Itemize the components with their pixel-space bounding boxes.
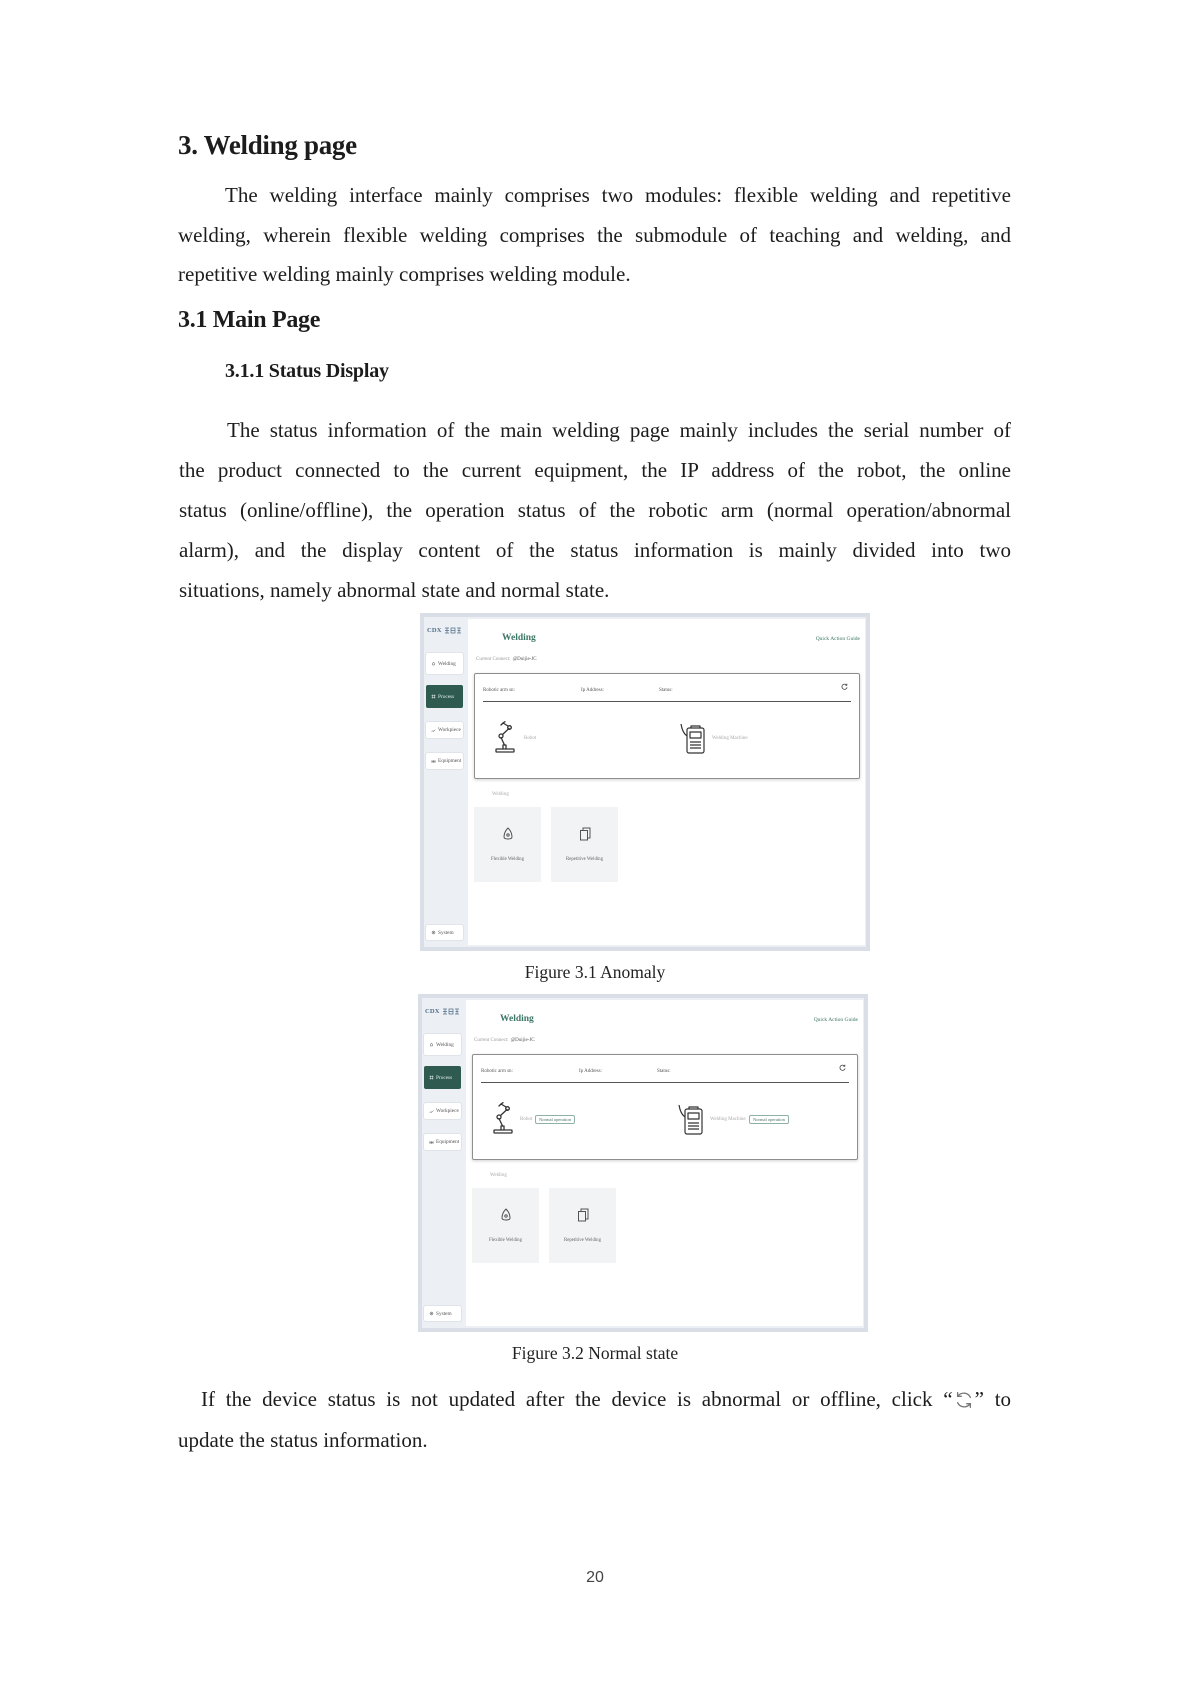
header-divider bbox=[481, 1082, 849, 1083]
section-label: Welding bbox=[492, 792, 509, 797]
flexible-welding-tile[interactable] bbox=[474, 807, 541, 882]
repetitive-welding-icon bbox=[579, 827, 591, 841]
status-text-line: The status information of the main welding page mainly includes the serial number of bbox=[227, 418, 1011, 442]
header-divider bbox=[483, 701, 851, 702]
figure-normal-state-screenshot bbox=[418, 994, 868, 1332]
welding-machine-status-badge: Normal operation bbox=[749, 1115, 789, 1124]
note-line bbox=[201, 1386, 1011, 1412]
tile-label: Flexible Welding bbox=[491, 857, 524, 862]
nav-item-workpiece[interactable] bbox=[424, 1103, 461, 1119]
screen-title: Welding bbox=[502, 633, 536, 643]
status-card bbox=[474, 673, 860, 779]
current-connection bbox=[474, 1038, 535, 1043]
nav-label: System bbox=[438, 929, 454, 936]
subsection-title: 3.1.1 Status Display bbox=[225, 360, 389, 382]
screen-title: Welding bbox=[500, 1014, 534, 1024]
refresh-icon[interactable] bbox=[839, 1064, 846, 1071]
nav-item-process[interactable] bbox=[426, 685, 463, 708]
status-text-line: the product connected to the current equipment, the IP address of the robot, the online bbox=[179, 458, 1011, 482]
intro-line: repetitive welding mainly comprises welding module. bbox=[178, 262, 631, 286]
workpiece-icon bbox=[431, 728, 436, 733]
serial-header: Robotic arm sn: bbox=[483, 688, 515, 693]
status-header: Status: bbox=[659, 688, 673, 693]
note-text-end: to bbox=[994, 1387, 1012, 1411]
gear-icon bbox=[429, 1311, 434, 1316]
main-panel bbox=[466, 1000, 863, 1326]
note-quote-close: ” bbox=[974, 1387, 984, 1411]
nav-item-system[interactable] bbox=[426, 925, 463, 940]
nav-item-equipment[interactable] bbox=[424, 1134, 461, 1150]
flexible-welding-icon bbox=[500, 1208, 512, 1222]
status-text-line: status (online/offline), the operation status of the robotic arm (normal operation/abnormal bbox=[179, 498, 1011, 522]
robot-arm-icon bbox=[493, 721, 519, 755]
status-header: Status: bbox=[657, 1069, 671, 1074]
nav-label: Equipment bbox=[436, 1139, 460, 1145]
figure-anomaly-screenshot bbox=[420, 613, 870, 951]
gear-icon bbox=[431, 930, 436, 935]
status-text-line: alarm), and the display content of the status information is mainly divided into two bbox=[179, 538, 1011, 562]
flexible-welding-icon bbox=[502, 827, 514, 841]
connection-label: Current Connect: bbox=[474, 1038, 509, 1043]
intro-line: The welding interface mainly comprises two modules: flexible welding and repetitive bbox=[225, 183, 1011, 207]
nav-label: Process bbox=[436, 1074, 453, 1081]
connection-value: @Duijie-JC bbox=[512, 657, 537, 662]
welding-machine-icon bbox=[678, 722, 708, 755]
nav-label: Welding bbox=[436, 1041, 454, 1048]
section-label: Welding bbox=[490, 1173, 507, 1178]
nav-item-welding[interactable] bbox=[424, 1034, 461, 1055]
logo-mark: CDX bbox=[427, 626, 442, 634]
tile-label: Flexible Welding bbox=[489, 1238, 522, 1243]
ip-header: Ip Address: bbox=[579, 1069, 602, 1074]
serial-header: Robotic arm sn: bbox=[481, 1069, 513, 1074]
main-panel bbox=[468, 619, 865, 945]
robot-arm-icon bbox=[491, 1102, 517, 1136]
equipment-icon bbox=[429, 1140, 434, 1145]
workpiece-icon bbox=[429, 1109, 434, 1114]
repetitive-welding-tile[interactable] bbox=[551, 807, 618, 882]
refresh-icon[interactable] bbox=[841, 683, 848, 690]
section-title: 3.1 Main Page bbox=[178, 307, 321, 333]
nav-label: Workpiece bbox=[436, 1108, 459, 1114]
page-number: 20 bbox=[586, 1569, 604, 1586]
ip-header: Ip Address: bbox=[581, 688, 604, 693]
repetitive-welding-icon bbox=[577, 1208, 589, 1222]
nav-item-system[interactable] bbox=[424, 1306, 461, 1321]
figure-caption: Figure 3.1 Anomaly bbox=[524, 962, 666, 982]
welding-icon bbox=[431, 661, 436, 666]
equipment-icon bbox=[431, 759, 436, 764]
process-icon bbox=[429, 1075, 434, 1080]
figure-caption: Figure 3.2 Normal state bbox=[511, 1343, 679, 1363]
welding-machine-label: Welding Machine bbox=[712, 736, 748, 741]
logo-lettering-icon bbox=[444, 627, 462, 634]
robot-status-badge: Normal operation bbox=[535, 1115, 575, 1124]
process-icon bbox=[431, 694, 436, 699]
note-text: If the device status is not updated after the device is abnormal or offline, click bbox=[201, 1387, 933, 1411]
app-logo bbox=[425, 1006, 460, 1016]
tile-label: Repetitive Welding bbox=[566, 857, 603, 862]
nav-label: Equipment bbox=[438, 758, 462, 764]
status-card bbox=[472, 1054, 858, 1160]
nav-item-welding[interactable] bbox=[426, 653, 463, 674]
status-text-line: situations, namely abnormal state and normal state. bbox=[179, 578, 610, 602]
repetitive-welding-tile[interactable] bbox=[549, 1188, 616, 1263]
current-connection bbox=[476, 657, 537, 662]
connection-label: Current Connect: bbox=[476, 657, 511, 662]
note-quote-open: “ bbox=[943, 1387, 953, 1411]
welding-icon bbox=[429, 1042, 434, 1047]
nav-label: Process bbox=[438, 693, 455, 700]
tile-label: Repetitive Welding bbox=[564, 1238, 601, 1243]
note-line: update the status information. bbox=[178, 1428, 428, 1452]
refresh-icon bbox=[953, 1390, 975, 1410]
welding-machine-icon bbox=[676, 1103, 706, 1136]
quick-action-guide-link[interactable]: Quick Action Guide bbox=[815, 636, 860, 642]
intro-line: welding, wherein flexible welding comprises the submodule of teaching and welding, and bbox=[178, 223, 1011, 247]
nav-label: System bbox=[436, 1310, 452, 1317]
nav-item-workpiece[interactable] bbox=[426, 722, 463, 738]
logo-lettering-icon bbox=[442, 1008, 460, 1015]
flexible-welding-tile[interactable] bbox=[472, 1188, 539, 1263]
page-heading: 3. Welding page bbox=[178, 130, 357, 160]
nav-label: Workpiece bbox=[438, 727, 461, 733]
nav-label: Welding bbox=[438, 660, 456, 667]
welding-machine-label: Welding Machine bbox=[710, 1117, 746, 1122]
nav-item-equipment[interactable] bbox=[426, 753, 463, 769]
nav-item-process[interactable] bbox=[424, 1066, 461, 1089]
robot-label: Robot bbox=[520, 1117, 533, 1122]
logo-mark: CDX bbox=[425, 1007, 440, 1015]
quick-action-guide-link[interactable]: Quick Action Guide bbox=[813, 1017, 858, 1023]
robot-label: Robot bbox=[524, 736, 537, 741]
app-logo bbox=[427, 625, 462, 635]
connection-value: @Duijie-JC bbox=[510, 1038, 535, 1043]
